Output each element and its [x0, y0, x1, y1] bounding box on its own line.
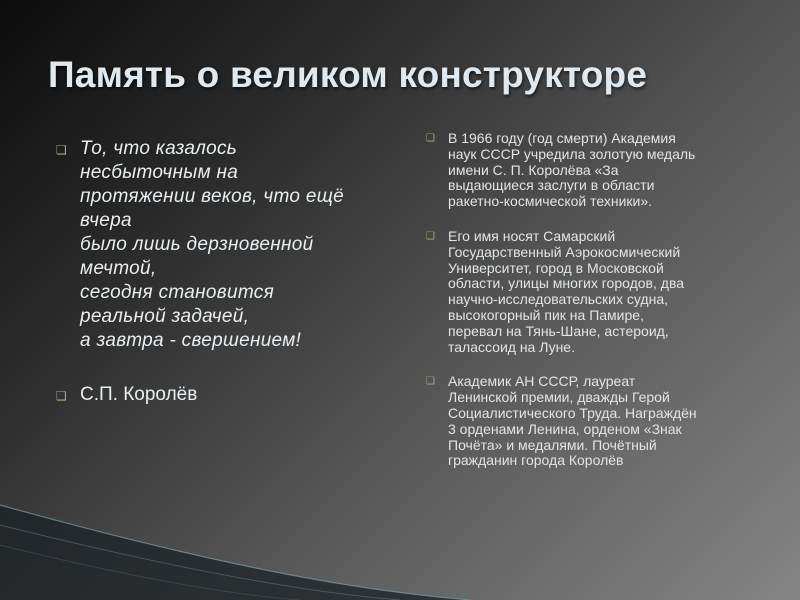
quote-column	[56, 137, 396, 407]
quote-line: реальной задачей,	[80, 306, 250, 327]
square-bullet-icon: ❑	[426, 376, 435, 388]
fact-bullet-item	[426, 229, 776, 355]
fact-line: Академик АН СССР, лауреат	[448, 373, 636, 390]
quote-line: протяжении веков, что ещё	[80, 186, 345, 207]
fact-line: Социалистического Труда. Награждён	[448, 404, 697, 421]
fact-line: гражданин города Королёв	[448, 452, 624, 469]
fact-bullet-item	[426, 374, 776, 469]
quote-line: мечтой,	[80, 258, 157, 279]
facts-column	[426, 131, 776, 488]
fact-line: ракетно-космической техники».	[448, 193, 653, 210]
fact-line: талассоид на Луне.	[448, 338, 575, 355]
fact-line: 3 орденами Ленина, орденом «Знак	[448, 420, 682, 437]
fact-line: выдающиеся заслуги в области	[448, 177, 655, 194]
fact-line: области, улицы многих городов, два	[448, 275, 685, 292]
swoosh-band-line-1	[0, 505, 470, 600]
fact-line: научно-исследовательских судна,	[448, 291, 669, 308]
fact-line: перевал на Тянь-Шане, астероид,	[448, 322, 669, 339]
quote-line: несбыточным на	[80, 162, 239, 183]
fact-line: Почёта» и медалями. Почётный	[448, 436, 657, 453]
swoosh-band-line-3	[0, 545, 300, 600]
square-bullet-icon: ❑	[426, 133, 435, 144]
quote-line: вчера	[80, 210, 132, 231]
quote-line: было лишь дерзновенной	[80, 234, 314, 255]
author-bullet-item	[56, 383, 396, 407]
fact-bullet-item	[426, 131, 776, 210]
quote-line: То, что казалось	[80, 138, 238, 159]
square-bullet-icon: ❑	[426, 230, 435, 242]
fact-line: В 1966 году (год смерти) Академия	[448, 130, 676, 146]
slide-title: Память о великом конструкторе	[48, 54, 648, 95]
quote-line: а завтра - свершением!	[80, 330, 302, 351]
fact-line: Государственный Аэрокосмический	[448, 243, 681, 260]
square-bullet-icon: ❑	[56, 143, 68, 157]
fact-line: наук СССР учредила золотую медаль	[448, 145, 696, 162]
swoosh-band-line-2	[0, 525, 400, 600]
square-bullet-icon: ❑	[56, 389, 67, 403]
swoosh-band-outer	[0, 505, 470, 600]
fact-line: высокогорный пик на Памире,	[448, 306, 644, 323]
quote-author: С.П. Королёв	[80, 384, 198, 405]
fact-line: Его имя носят Самарский	[448, 227, 616, 244]
fact-line: Университет, город в Московской	[448, 259, 664, 276]
fact-line: Ленинской премии, дважды Герой	[448, 389, 670, 406]
quote-line: сегодня становится	[80, 282, 275, 303]
fact-line: имени С. П. Королёва «За	[448, 161, 619, 178]
quote-bullet-item	[56, 137, 396, 353]
